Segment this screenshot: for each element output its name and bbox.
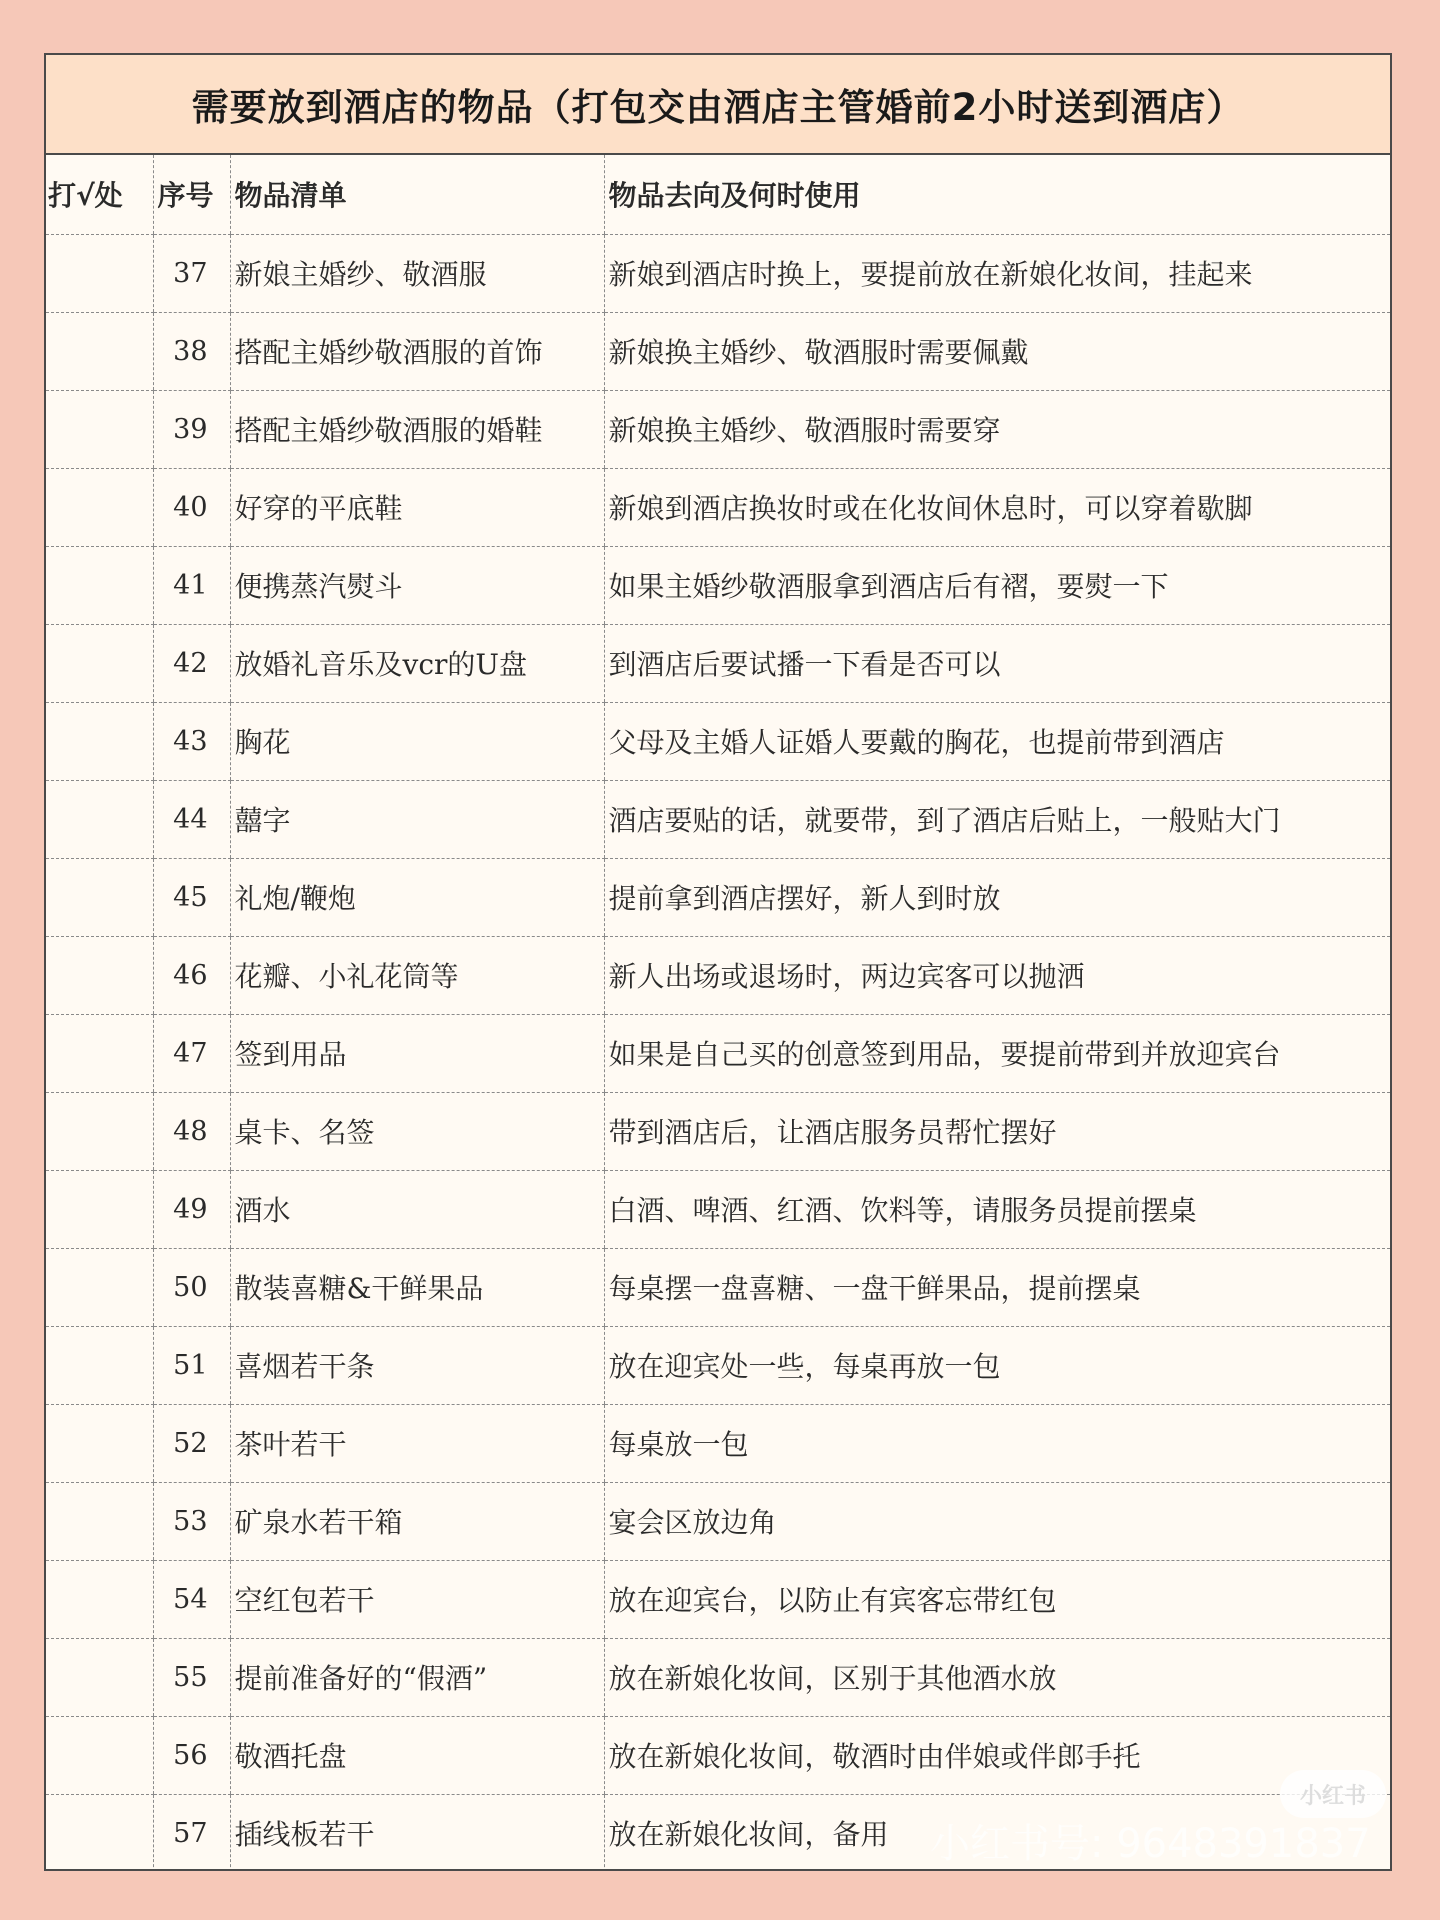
check-cell[interactable] [46,624,153,702]
check-cell[interactable] [46,1716,153,1794]
item-usage: 每桌放一包 [604,1404,1390,1482]
item-usage: 新人出场或退场时，两边宾客可以抛洒 [604,936,1390,1014]
row-number: 54 [153,1560,230,1638]
row-number: 56 [153,1716,230,1794]
item-name: 搭配主婚纱敬酒服的首饰 [230,312,604,390]
check-cell[interactable] [46,312,153,390]
table-row [46,936,1390,1014]
checklist-table [46,155,1390,1871]
watermark-logo: 小红书 [1280,1770,1386,1818]
table-row [46,1092,1390,1170]
check-cell[interactable] [46,1326,153,1404]
item-name: 好穿的平底鞋 [230,468,604,546]
checklist-sheet [44,53,1392,1871]
check-cell[interactable] [46,1092,153,1170]
item-name: 空红包若干 [230,1560,604,1638]
row-number: 46 [153,936,230,1014]
header-number: 序号 [153,155,230,234]
table-row [46,1404,1390,1482]
table-row [46,1170,1390,1248]
item-usage: 新娘到酒店换妆时或在化妆间休息时，可以穿着歇脚 [604,468,1390,546]
row-number: 49 [153,1170,230,1248]
table-row [46,1560,1390,1638]
check-cell[interactable] [46,936,153,1014]
header-row [46,155,1390,234]
table-row [46,312,1390,390]
row-number: 44 [153,780,230,858]
check-cell[interactable] [46,234,153,312]
item-usage: 白酒、啤酒、红酒、饮料等，请服务员提前摆桌 [604,1170,1390,1248]
row-number: 45 [153,858,230,936]
item-name: 插线板若干 [230,1794,604,1871]
item-usage: 每桌摆一盘喜糖、一盘干鲜果品，提前摆桌 [604,1248,1390,1326]
check-cell[interactable] [46,1170,153,1248]
item-usage: 到酒店后要试播一下看是否可以 [604,624,1390,702]
table-row [46,624,1390,702]
check-cell[interactable] [46,780,153,858]
table-row [46,1716,1390,1794]
item-name: 囍字 [230,780,604,858]
item-usage: 新娘到酒店时换上，要提前放在新娘化妆间，挂起来 [604,234,1390,312]
item-usage: 放在迎宾处一些，每桌再放一包 [604,1326,1390,1404]
item-name: 散装喜糖&干鲜果品 [230,1248,604,1326]
table-row [46,546,1390,624]
check-cell[interactable] [46,1482,153,1560]
row-number: 38 [153,312,230,390]
item-usage: 新娘换主婚纱、敬酒服时需要穿 [604,390,1390,468]
page-title: 需要放到酒店的物品（打包交由酒店主管婚前2小时送到酒店） [191,86,1245,129]
item-name: 敬酒托盘 [230,1716,604,1794]
check-cell[interactable] [46,546,153,624]
row-number: 52 [153,1404,230,1482]
row-number: 39 [153,390,230,468]
item-name: 茶叶若干 [230,1404,604,1482]
item-usage: 父母及主婚人证婚人要戴的胸花，也提前带到酒店 [604,702,1390,780]
table-row [46,1326,1390,1404]
item-name: 喜烟若干条 [230,1326,604,1404]
table-row [46,1248,1390,1326]
table-row [46,234,1390,312]
row-number: 53 [153,1482,230,1560]
check-cell[interactable] [46,468,153,546]
check-cell[interactable] [46,1248,153,1326]
item-name: 桌卡、名签 [230,1092,604,1170]
item-name: 签到用品 [230,1014,604,1092]
check-cell[interactable] [46,1638,153,1716]
item-name: 矿泉水若干箱 [230,1482,604,1560]
table-row [46,390,1390,468]
item-name: 搭配主婚纱敬酒服的婚鞋 [230,390,604,468]
header-item: 物品清单 [230,155,604,234]
row-number: 48 [153,1092,230,1170]
check-cell[interactable] [46,390,153,468]
item-usage: 放在新娘化妆间，备用 [604,1794,1390,1871]
header-usage: 物品去向及何时使用 [604,155,1390,234]
item-usage: 如果主婚纱敬酒服拿到酒店后有褶，要熨一下 [604,546,1390,624]
check-cell[interactable] [46,1794,153,1871]
item-name: 酒水 [230,1170,604,1248]
row-number: 55 [153,1638,230,1716]
row-number: 50 [153,1248,230,1326]
item-usage: 放在新娘化妆间，区别于其他酒水放 [604,1638,1390,1716]
row-number: 51 [153,1326,230,1404]
table-row [46,858,1390,936]
table-row [46,1482,1390,1560]
check-cell[interactable] [46,702,153,780]
row-number: 57 [153,1794,230,1871]
item-usage: 新娘换主婚纱、敬酒服时需要佩戴 [604,312,1390,390]
row-number: 43 [153,702,230,780]
header-check: 打√处 [46,155,153,234]
item-name: 花瓣、小礼花筒等 [230,936,604,1014]
watermark: 小红书号: 9648391837 [930,1821,1371,1867]
table-row [46,468,1390,546]
item-name: 礼炮/鞭炮 [230,858,604,936]
check-cell[interactable] [46,1014,153,1092]
title-bar [46,55,1390,155]
item-name: 新娘主婚纱、敬酒服 [230,234,604,312]
table-row [46,1638,1390,1716]
row-number: 42 [153,624,230,702]
item-usage: 提前拿到酒店摆好，新人到时放 [604,858,1390,936]
table-row [46,780,1390,858]
item-name: 放婚礼音乐及vcr的U盘 [230,624,604,702]
item-usage: 宴会区放边角 [604,1482,1390,1560]
row-number: 40 [153,468,230,546]
check-cell[interactable] [46,1560,153,1638]
item-usage: 带到酒店后，让酒店服务员帮忙摆好 [604,1092,1390,1170]
check-cell[interactable] [46,858,153,936]
item-usage: 放在新娘化妆间，敬酒时由伴娘或伴郎手托 [604,1716,1390,1794]
row-number: 41 [153,546,230,624]
item-usage: 放在迎宾台，以防止有宾客忘带红包 [604,1560,1390,1638]
check-cell[interactable] [46,1404,153,1482]
item-usage: 如果是自己买的创意签到用品，要提前带到并放迎宾台 [604,1014,1390,1092]
item-name: 胸花 [230,702,604,780]
row-number: 47 [153,1014,230,1092]
row-number: 37 [153,234,230,312]
item-usage: 酒店要贴的话，就要带，到了酒店后贴上，一般贴大门 [604,780,1390,858]
table-row [46,1014,1390,1092]
table-row [46,702,1390,780]
item-name: 提前准备好的“假酒” [230,1638,604,1716]
item-name: 便携蒸汽熨斗 [230,546,604,624]
